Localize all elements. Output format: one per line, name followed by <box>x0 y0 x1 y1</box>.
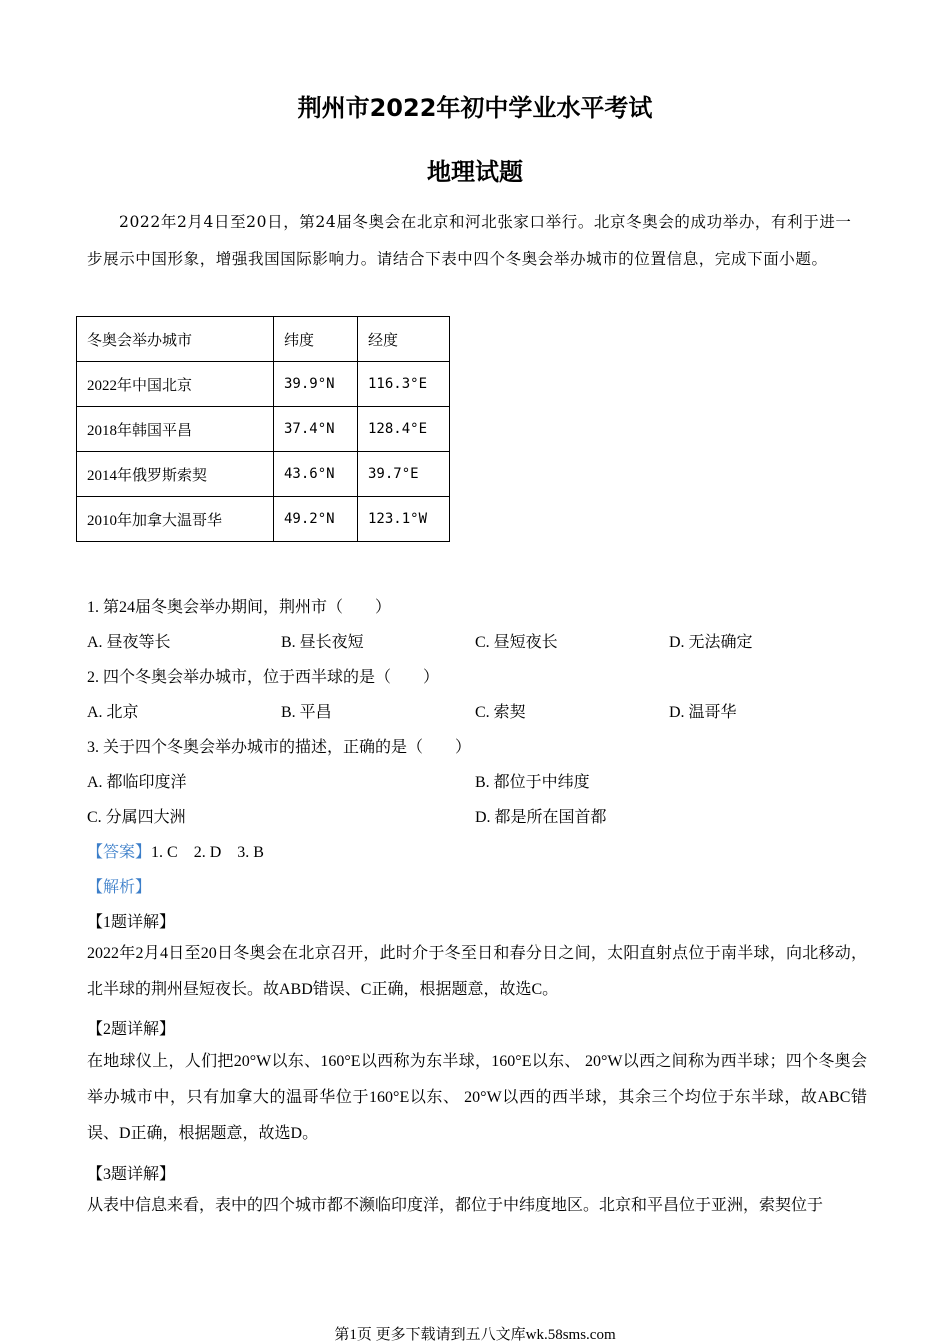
table-cell-latitude: 43.6°N <box>274 452 358 497</box>
question-3-option-b: B. 都位于中纬度 <box>475 774 590 791</box>
table-cell-longitude: 116.3°E <box>358 362 450 407</box>
question-1-option-c: C. 昼短夜长 <box>475 634 558 651</box>
page-title: 荆州市2022年初中学业水平考试 <box>297 94 653 122</box>
table-row <box>77 407 450 452</box>
question-2-option-d: D. 温哥华 <box>669 704 737 721</box>
page-footer: 第1页 更多下载请到五八文库wk.58sms.com <box>334 1327 616 1343</box>
question-1-stem: 1. 第24届冬奥会举办期间，荆州市（ ） <box>87 599 392 616</box>
analysis-heading-3: 【3题详解】 <box>87 1166 176 1183</box>
table-row <box>77 497 450 542</box>
question-3-stem: 3. 关于四个冬奥会举办城市的描述，正确的是（ ） <box>87 739 472 756</box>
analysis-paragraph: 从表中信息来看，表中的四个城市都不濒临印度洋，都位于中纬度地区。北京和平昌位于亚洲，索契位于 <box>87 1197 824 1214</box>
table-cell-latitude: 39.9°N <box>274 362 358 407</box>
table-header-cell: 冬奥会举办城市 <box>77 317 274 362</box>
table-cell-city: 2014年俄罗斯索契 <box>77 452 274 497</box>
question-3-option-a: A. 都临印度洋 <box>87 774 187 791</box>
analysis-text-2 <box>87 1044 867 1152</box>
question-1-option-b: B. 昼长夜短 <box>281 634 364 651</box>
city-location-table <box>76 316 450 542</box>
answer-label: 【答案】 <box>87 844 152 861</box>
question-3-option-d: D. 都是所在国首都 <box>475 809 607 826</box>
analysis-heading-1: 【1题详解】 <box>87 914 176 931</box>
intro-text: 2022年2月4日至20日，第24届冬奥会在北京和河北张家口举行。北京冬奥会的成功举办，有利于进一步展示中国形象，增强我国国际影响力。请结合下表中四个冬奥会举办城市的位置信息，完成下面小题。 <box>87 213 852 268</box>
question-2-option-b: B. 平昌 <box>281 704 332 721</box>
analysis-text-1 <box>87 936 867 1008</box>
table-row <box>77 452 450 497</box>
analysis-paragraph: 2022年2月4日至20日冬奥会在北京召开，此时介于冬至日和春分日之间，太阳直射点位于南半球，向北移动，北半球的荆州昼短夜长。故ABD错误、C正确，根据题意，故选C。 <box>87 945 867 998</box>
analysis-paragraph: 在地球仪上，人们把20°W以东、160°E以西称为东半球，160°E以东、 20°W以西之间称为西半球；四个冬奥会举办城市中，只有加拿大的温哥华位于160°E以东、 20°W以西的西半球，其余三个均位于东半球，故ABC错误、D正确，根据题意，故选D。 <box>87 1053 867 1142</box>
question-2-option-c: C. 索契 <box>475 704 526 721</box>
question-3-option-c: C. 分属四大洲 <box>87 809 186 826</box>
table-cell-latitude: 37.4°N <box>274 407 358 452</box>
analysis-text-3 <box>87 1188 867 1224</box>
table-header-cell: 纬度 <box>274 317 358 362</box>
analysis-heading-2: 【2题详解】 <box>87 1021 176 1038</box>
table-cell-city: 2010年加拿大温哥华 <box>77 497 274 542</box>
question-2-option-a: A. 北京 <box>87 704 139 721</box>
table-cell-longitude: 128.4°E <box>358 407 450 452</box>
table-header-cell: 经度 <box>358 317 450 362</box>
table-cell-longitude: 123.1°W <box>358 497 450 542</box>
answer-line <box>87 839 877 862</box>
table-row <box>77 362 450 407</box>
table-cell-longitude: 39.7°E <box>358 452 450 497</box>
table-cell-city: 2018年韩国平昌 <box>77 407 274 452</box>
table-cell-city: 2022年中国北京 <box>77 362 274 407</box>
question-1-option-d: D. 无法确定 <box>669 634 753 651</box>
table-header-row <box>77 317 450 362</box>
intro-paragraph <box>87 204 867 278</box>
question-2-stem: 2. 四个冬奥会举办城市，位于西半球的是（ ） <box>87 669 440 686</box>
question-1-option-a: A. 昼夜等长 <box>87 634 171 651</box>
page-subtitle: 地理试题 <box>427 158 523 186</box>
answer-text: 1. C 2. D 3. B <box>151 844 264 861</box>
analysis-label: 【解析】 <box>87 879 152 896</box>
table-cell-latitude: 49.2°N <box>274 497 358 542</box>
